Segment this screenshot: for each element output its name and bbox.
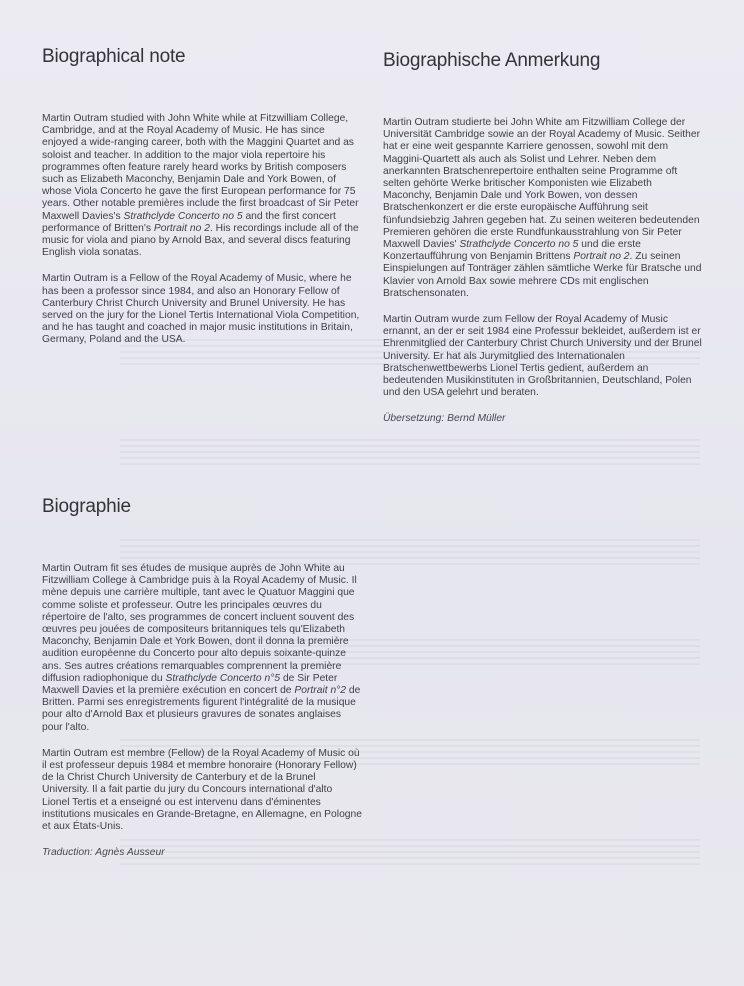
work-title: Strathclyde Concerto no 5 bbox=[459, 239, 579, 251]
english-section bbox=[42, 46, 362, 361]
text-run: de Sir Peter Maxwell Davies et la première exécution en concert de bbox=[42, 672, 338, 697]
text-run: . Zu seinen Einspielungen auf Tonträger zählen sämtliche Werke für Bratsche und Klavier von Arnold Bax sowie mehrere CDs mit englischen Bratschensonaten. bbox=[383, 251, 702, 299]
text-run: Martin Outram studied with John White while at Fitzwilliam College, Cambridge, and at the Royal Academy of Music. He has since enjoyed a wide-ranging career, both with the Maggini Quartet and as soloist and teacher. In addition to the major viola repertoire his programmes often feature rarely heard works by British composers such as Elizabeth Maconchy, Benjamin Dale and York Bowen, of whose Viola Concerto he gave the first European performance for 75 years. Other notable premières include the first broadcast of Sir Peter Maxwell Davies's bbox=[42, 113, 359, 222]
english-heading: Biographical note bbox=[42, 46, 186, 67]
german-heading: Biographische Anmerkung bbox=[383, 50, 601, 71]
text-run: . His recordings include all of the music for viola and piano by Arnold Bax, and several discs featuring English viola sonatas. bbox=[42, 222, 359, 259]
work-title: Portrait no 2 bbox=[153, 222, 210, 234]
work-title: Portrait n°2 bbox=[294, 685, 347, 697]
work-title: Strathclyde Concerto no 5 bbox=[123, 210, 243, 222]
text-run: Martin Outram fit ses études de musique auprès de John White au Fitzwilliam College à Cambridge puis à la Royal Academy of Music. Il mène depuis une carrière multiple, tant avec le Quatuor Maggini que comme soliste et professeur. Outre les principales œuvres du répertoire de l'alto, ses programmes de concert incluent souvent des œuvres peu jouées de compositeurs britanniques tels qu'Elizabeth Maconchy, Benjamin Dale et York Bowen, dont il donna la première audition européenne du Concerto pour alto depuis soixante-quinze ans. Ses autres créations remarquables comprennent la première diffusion radiophonique du bbox=[42, 563, 357, 684]
german-section bbox=[383, 50, 703, 440]
german-paragraph-2: Martin Outram wurde zum Fellow der Royal Academy of Music ernannt, an der er seit 1984 eine Professur bekleidet, außerdem ist er Ehrenmitglied der Canterbury Christ Church University und der Brunel University. Er hat als Jurymitglied des Internationalen Bratschenwettbewerbs Lionel Tertis gedient, außerdem an bedeutenden Musikinstituten in Großbritannien, Deutschland, Polen und den USA gelehrt und beraten. bbox=[383, 314, 702, 399]
french-paragraph-2: Martin Outram est membre (Fellow) de la Royal Academy of Music où il est professeur depuis 1984 et membre honoraire (Honorary Fellow) de la Christ Church University de Canterbury et de la Brunel University. Il a fait partie du jury du Concours international d'alto Lionel Tertis et a enseigné ou est intervenu dans d'éminentes institutions musicales en Grande-Bretagne, en Allemagne, en Pologne et aux États-Unis. bbox=[42, 747, 362, 833]
text-run: de Britten. Parmi ses enregistrements figurent l'intégralité de la musique pour alto d'Arnold Bax et plusieurs gravures de sonates anglaises pour l'alto. bbox=[42, 685, 361, 733]
text-run: and the first concert performance of Britten's bbox=[42, 210, 336, 234]
french-translation-credit: Traduction: Agnès Ausseur bbox=[42, 847, 165, 859]
work-title: Strathclyde Concerto n°5 bbox=[165, 672, 281, 684]
french-heading: Biographie bbox=[42, 496, 131, 517]
english-paragraph-2: Martin Outram is a Fellow of the Royal Academy of Music, where he has been a professor since 1984, and also an Honorary Fellow of Canterbury Christ Church University and Brunel University. He has served on the jury for the Lionel Tertis International Viola Competition, and he has taught and coached in major music institutions in Britain, Germany, Poland and the USA. bbox=[42, 273, 360, 346]
french-section bbox=[42, 496, 362, 873]
english-paragraph-1 bbox=[42, 113, 362, 259]
text-run: und die erste Konzertaufführung von Benjamin Brittens bbox=[383, 239, 641, 263]
french-paragraph-1 bbox=[42, 563, 362, 734]
text-run: Martin Outram studierte bei John White am Fitzwilliam College der Universität Cambridge sowie an der Royal Academy of Music. Seither hat er eine weit gespannte Karriere genossen, sowohl mit dem Maggini-Quartett als auch als Solist und Lehrer. Neben dem anerkannten Bratschenrepertoire enthalten seine Programme oft selten gehörte Werke britischer Komponisten wie Elizabeth Maconchy, Benjamin Dale und York Bowen, von dessen Bratschenkonzert er die erste europäische Aufführung seit fünfundsiebzig Jahren gegeben hat. Zu seinen weiteren bedeutenden Premieren gehören die erste Rundfunkausstrahlung von Sir Peter Maxwell Davies' bbox=[383, 117, 701, 251]
work-title: Portrait no 2 bbox=[573, 251, 630, 263]
german-translation-credit: Übersetzung: Bernd Müller bbox=[383, 413, 506, 425]
german-paragraph-1 bbox=[383, 117, 703, 300]
